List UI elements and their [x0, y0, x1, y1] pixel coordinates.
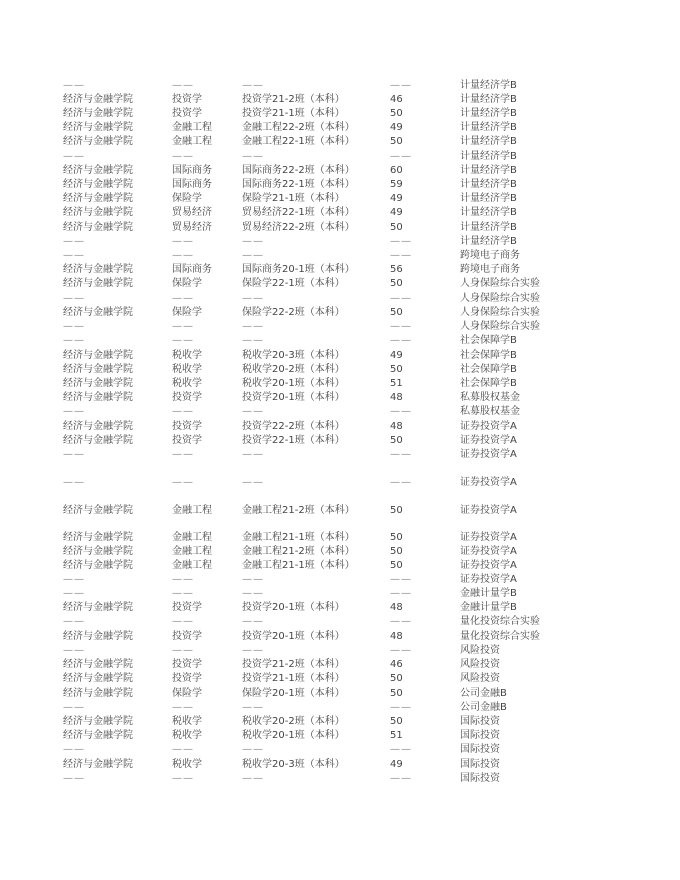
- student-count-cell: 50: [390, 278, 403, 289]
- course-cell: 证券投资学A: [460, 435, 517, 446]
- class-cell: 贸易经济22-1班（本科）: [242, 207, 355, 218]
- major-cell: 投资学: [172, 659, 202, 670]
- college-cell: 经济与金融学院: [63, 532, 133, 543]
- class-cell: 投资学22-1班（本科）: [242, 435, 345, 446]
- student-count-cell: 50: [390, 364, 403, 375]
- course-cell: 国际投资: [460, 744, 500, 755]
- major-cell: 贸易经济: [172, 207, 212, 218]
- student-count-cell: 46: [390, 94, 403, 105]
- class-cell: 投资学20-1班（本科）: [242, 602, 345, 613]
- college-cell: ——: [63, 250, 85, 261]
- college-cell: ——: [63, 293, 85, 304]
- major-cell: 保险学: [172, 193, 202, 204]
- class-cell: ——: [242, 449, 264, 460]
- course-cell: 私募股权基金: [460, 392, 520, 403]
- major-cell: ——: [172, 449, 194, 460]
- table-row: [0, 377, 680, 391]
- table-row: [0, 192, 680, 206]
- course-cell: 社会保障学B: [460, 364, 517, 375]
- course-cell: 计量经济学B: [460, 80, 517, 91]
- major-cell: ——: [172, 293, 194, 304]
- course-cell: 量化投资综合实验: [460, 616, 540, 627]
- class-cell: ——: [242, 588, 264, 599]
- table-row: [0, 434, 680, 448]
- student-count-cell: ——: [390, 574, 412, 585]
- student-count-cell: 50: [390, 673, 403, 684]
- table-row: [0, 644, 680, 658]
- major-cell: ——: [172, 406, 194, 417]
- major-cell: 税收学: [172, 730, 202, 741]
- student-count-cell: ——: [390, 616, 412, 627]
- student-count-cell: ——: [390, 293, 412, 304]
- course-cell: 计量经济学B: [460, 136, 517, 147]
- table-row: [0, 559, 680, 573]
- class-cell: 投资学21-2班（本科）: [242, 94, 345, 105]
- college-cell: 经济与金融学院: [63, 688, 133, 699]
- student-count-cell: 49: [390, 207, 403, 218]
- student-count-cell: ——: [390, 588, 412, 599]
- course-cell: 国际投资: [460, 773, 500, 784]
- college-cell: ——: [63, 449, 85, 460]
- course-cell: 国际投资: [460, 759, 500, 770]
- table-row: [0, 93, 680, 107]
- course-cell: 风险投资: [460, 645, 500, 656]
- college-cell: ——: [63, 151, 85, 162]
- class-cell: 税收学20-3班（本科）: [242, 350, 345, 361]
- class-cell: 贸易经济22-2班（本科）: [242, 222, 355, 233]
- class-cell: ——: [242, 236, 264, 247]
- major-cell: 投资学: [172, 94, 202, 105]
- major-cell: 贸易经济: [172, 222, 212, 233]
- student-count-cell: 48: [390, 631, 403, 642]
- course-cell: 社会保障学B: [460, 378, 517, 389]
- college-cell: 经济与金融学院: [63, 350, 133, 361]
- student-count-cell: 56: [390, 264, 403, 275]
- student-count-cell: ——: [390, 151, 412, 162]
- course-cell: 国际投资: [460, 716, 500, 727]
- major-cell: 投资学: [172, 435, 202, 446]
- student-count-cell: ——: [390, 80, 412, 91]
- major-cell: 税收学: [172, 759, 202, 770]
- college-cell: 经济与金融学院: [63, 673, 133, 684]
- class-cell: ——: [242, 773, 264, 784]
- class-cell: 投资学21-1班（本科）: [242, 673, 345, 684]
- class-cell: ——: [242, 250, 264, 261]
- student-count-cell: 60: [390, 165, 403, 176]
- student-count-cell: 50: [390, 688, 403, 699]
- class-cell: 税收学20-3班（本科）: [242, 759, 345, 770]
- table-row: [0, 658, 680, 672]
- major-cell: ——: [172, 616, 194, 627]
- class-cell: 金融工程21-2班（本科）: [242, 546, 355, 557]
- college-cell: 经济与金融学院: [63, 716, 133, 727]
- major-cell: 国际商务: [172, 165, 212, 176]
- student-count-cell: 46: [390, 659, 403, 670]
- student-count-cell: 50: [390, 716, 403, 727]
- class-cell: 投资学20-1班（本科）: [242, 631, 345, 642]
- course-cell: 计量经济学B: [460, 94, 517, 105]
- major-cell: 国际商务: [172, 264, 212, 275]
- class-cell: 国际商务22-2班（本科）: [242, 165, 355, 176]
- class-cell: 税收学20-1班（本科）: [242, 378, 345, 389]
- student-count-cell: ——: [390, 645, 412, 656]
- course-cell: 计量经济学B: [460, 193, 517, 204]
- major-cell: 税收学: [172, 364, 202, 375]
- major-cell: ——: [172, 773, 194, 784]
- course-cell: 证券投资学A: [460, 449, 517, 460]
- student-count-cell: ——: [390, 449, 412, 460]
- table-row: [0, 363, 680, 377]
- major-cell: ——: [172, 335, 194, 346]
- college-cell: 经济与金融学院: [63, 378, 133, 389]
- student-count-cell: ——: [390, 477, 412, 488]
- student-count-cell: 48: [390, 602, 403, 613]
- class-cell: 投资学20-1班（本科）: [242, 392, 345, 403]
- class-cell: 投资学21-1班（本科）: [242, 108, 345, 119]
- class-cell: 税收学20-1班（本科）: [242, 730, 345, 741]
- class-cell: 保险学20-1班（本科）: [242, 688, 345, 699]
- college-cell: 经济与金融学院: [63, 264, 133, 275]
- major-cell: 金融工程: [172, 560, 212, 571]
- course-cell: 人身保险综合实验: [460, 278, 540, 289]
- table-row: [0, 601, 680, 615]
- course-cell: 计量经济学B: [460, 108, 517, 119]
- table-row: [0, 573, 680, 587]
- class-cell: 金融工程21-1班（本科）: [242, 532, 355, 543]
- major-cell: ——: [172, 477, 194, 488]
- college-cell: ——: [63, 773, 85, 784]
- table-row: [0, 121, 680, 135]
- course-cell: 人身保险综合实验: [460, 307, 540, 318]
- major-cell: 税收学: [172, 350, 202, 361]
- course-cell: 私募股权基金: [460, 406, 520, 417]
- major-cell: 国际商务: [172, 179, 212, 190]
- table-row: [0, 448, 680, 462]
- college-cell: ——: [63, 588, 85, 599]
- course-cell: 计量经济学B: [460, 165, 517, 176]
- course-cell: 公司金融B: [460, 688, 507, 699]
- course-cell: 计量经济学B: [460, 179, 517, 190]
- class-cell: ——: [242, 702, 264, 713]
- college-cell: 经济与金融学院: [63, 108, 133, 119]
- college-cell: 经济与金融学院: [63, 560, 133, 571]
- major-cell: 保险学: [172, 688, 202, 699]
- student-count-cell: 49: [390, 193, 403, 204]
- table-row: [0, 235, 680, 249]
- table-row: [0, 306, 680, 320]
- class-cell: ——: [242, 321, 264, 332]
- table-row: [0, 164, 680, 178]
- student-count-cell: 50: [390, 532, 403, 543]
- course-cell: 证券投资学A: [460, 546, 517, 557]
- student-count-cell: ——: [390, 236, 412, 247]
- course-cell: 国际投资: [460, 730, 500, 741]
- student-count-cell: 48: [390, 421, 403, 432]
- college-cell: 经济与金融学院: [63, 193, 133, 204]
- course-cell: 人身保险综合实验: [460, 293, 540, 304]
- college-cell: 经济与金融学院: [63, 546, 133, 557]
- college-cell: 经济与金融学院: [63, 222, 133, 233]
- college-cell: ——: [63, 80, 85, 91]
- course-cell: 证券投资学A: [460, 505, 517, 516]
- class-cell: 金融工程21-1班（本科）: [242, 560, 355, 571]
- course-cell: 计量经济学B: [460, 222, 517, 233]
- student-count-cell: ——: [390, 335, 412, 346]
- major-cell: 投资学: [172, 631, 202, 642]
- course-cell: 人身保险综合实验: [460, 321, 540, 332]
- college-cell: ——: [63, 702, 85, 713]
- student-count-cell: 49: [390, 122, 403, 133]
- college-cell: 经济与金融学院: [63, 505, 133, 516]
- table-row: [0, 672, 680, 686]
- table-row: [0, 531, 680, 545]
- class-cell: ——: [242, 80, 264, 91]
- major-cell: 投资学: [172, 602, 202, 613]
- student-count-cell: 51: [390, 730, 403, 741]
- college-cell: 经济与金融学院: [63, 392, 133, 403]
- college-cell: 经济与金融学院: [63, 759, 133, 770]
- student-count-cell: 51: [390, 378, 403, 389]
- major-cell: ——: [172, 80, 194, 91]
- course-cell: 计量经济学B: [460, 122, 517, 133]
- major-cell: 投资学: [172, 108, 202, 119]
- major-cell: 保险学: [172, 307, 202, 318]
- major-cell: 金融工程: [172, 546, 212, 557]
- student-count-cell: 50: [390, 505, 403, 516]
- table-row: [0, 150, 680, 164]
- college-cell: ——: [63, 645, 85, 656]
- table-row: [0, 349, 680, 363]
- major-cell: ——: [172, 702, 194, 713]
- class-cell: 国际商务22-1班（本科）: [242, 179, 355, 190]
- major-cell: 投资学: [172, 392, 202, 403]
- college-cell: ——: [63, 236, 85, 247]
- class-cell: ——: [242, 293, 264, 304]
- table-row: [0, 263, 680, 277]
- class-cell: ——: [242, 616, 264, 627]
- class-cell: 金融工程21-2班（本科）: [242, 505, 355, 516]
- course-cell: 跨境电子商务: [460, 264, 520, 275]
- course-cell: 量化投资综合实验: [460, 631, 540, 642]
- student-count-cell: ——: [390, 250, 412, 261]
- major-cell: ——: [172, 744, 194, 755]
- course-cell: 跨境电子商务: [460, 250, 520, 261]
- college-cell: ——: [63, 616, 85, 627]
- class-cell: 税收学20-2班（本科）: [242, 716, 345, 727]
- table-row: [0, 206, 680, 220]
- college-cell: 经济与金融学院: [63, 136, 133, 147]
- table-row: [0, 687, 680, 701]
- table-row: [0, 715, 680, 729]
- college-cell: 经济与金融学院: [63, 730, 133, 741]
- college-cell: ——: [63, 574, 85, 585]
- course-cell: 证券投资学A: [460, 560, 517, 571]
- class-cell: ——: [242, 744, 264, 755]
- major-cell: 金融工程: [172, 136, 212, 147]
- college-cell: ——: [63, 477, 85, 488]
- course-cell: 金融计量学B: [460, 602, 517, 613]
- course-cell: 社会保障学B: [460, 350, 517, 361]
- class-cell: 金融工程22-2班（本科）: [242, 122, 355, 133]
- course-cell: 风险投资: [460, 673, 500, 684]
- student-count-cell: 59: [390, 179, 403, 190]
- class-cell: 保险学21-1班（本科）: [242, 193, 345, 204]
- class-cell: 保险学22-2班（本科）: [242, 307, 345, 318]
- course-cell: 证券投资学A: [460, 477, 517, 488]
- table-row: [0, 420, 680, 434]
- class-cell: ——: [242, 335, 264, 346]
- class-cell: 国际商务20-1班（本科）: [242, 264, 355, 275]
- student-count-cell: 49: [390, 759, 403, 770]
- table-row: [0, 729, 680, 743]
- table-row: [0, 701, 680, 715]
- student-count-cell: ——: [390, 773, 412, 784]
- college-cell: ——: [63, 744, 85, 755]
- course-cell: 证券投资学A: [460, 532, 517, 543]
- college-cell: 经济与金融学院: [63, 364, 133, 375]
- college-cell: 经济与金融学院: [63, 278, 133, 289]
- college-cell: 经济与金融学院: [63, 207, 133, 218]
- class-cell: ——: [242, 477, 264, 488]
- student-count-cell: 50: [390, 307, 403, 318]
- class-cell: ——: [242, 574, 264, 585]
- class-cell: 金融工程22-1班（本科）: [242, 136, 355, 147]
- student-count-cell: 50: [390, 560, 403, 571]
- course-cell: 金融计量学B: [460, 588, 517, 599]
- table-row: [0, 79, 680, 93]
- student-count-cell: 50: [390, 222, 403, 233]
- major-cell: 金融工程: [172, 532, 212, 543]
- table-row: [0, 334, 680, 348]
- table-row: [0, 391, 680, 405]
- college-cell: ——: [63, 335, 85, 346]
- course-cell: 公司金融B: [460, 702, 507, 713]
- major-cell: 保险学: [172, 278, 202, 289]
- college-cell: 经济与金融学院: [63, 307, 133, 318]
- course-cell: 计量经济学B: [460, 151, 517, 162]
- table-row: [0, 107, 680, 121]
- student-count-cell: 50: [390, 546, 403, 557]
- table-row: [0, 615, 680, 629]
- student-count-cell: ——: [390, 321, 412, 332]
- course-cell: 证券投资学A: [460, 574, 517, 585]
- course-cell: 计量经济学B: [460, 236, 517, 247]
- table-row: [0, 772, 680, 786]
- major-cell: 税收学: [172, 378, 202, 389]
- class-cell: 保险学22-1班（本科）: [242, 278, 345, 289]
- class-cell: 投资学21-2班（本科）: [242, 659, 345, 670]
- college-cell: 经济与金融学院: [63, 122, 133, 133]
- table-row: [0, 504, 680, 518]
- major-cell: 金融工程: [172, 505, 212, 516]
- table-row: [0, 320, 680, 334]
- class-cell: 投资学22-2班（本科）: [242, 421, 345, 432]
- college-cell: 经济与金融学院: [63, 94, 133, 105]
- table-row: [0, 758, 680, 772]
- table-row: [0, 476, 680, 490]
- table-row: [0, 277, 680, 291]
- student-count-cell: ——: [390, 744, 412, 755]
- major-cell: 金融工程: [172, 122, 212, 133]
- major-cell: ——: [172, 236, 194, 247]
- college-cell: 经济与金融学院: [63, 179, 133, 190]
- table-row: [0, 587, 680, 601]
- table-row: [0, 178, 680, 192]
- table-row: [0, 405, 680, 419]
- major-cell: ——: [172, 645, 194, 656]
- college-cell: 经济与金融学院: [63, 602, 133, 613]
- major-cell: ——: [172, 321, 194, 332]
- table-row: [0, 221, 680, 235]
- major-cell: ——: [172, 151, 194, 162]
- class-cell: ——: [242, 151, 264, 162]
- course-cell: 计量经济学B: [460, 207, 517, 218]
- major-cell: 税收学: [172, 716, 202, 727]
- table-row: [0, 743, 680, 757]
- student-count-cell: 50: [390, 435, 403, 446]
- college-cell: ——: [63, 321, 85, 332]
- class-cell: 税收学20-2班（本科）: [242, 364, 345, 375]
- student-count-cell: 50: [390, 108, 403, 119]
- student-count-cell: ——: [390, 406, 412, 417]
- major-cell: ——: [172, 588, 194, 599]
- college-cell: 经济与金融学院: [63, 165, 133, 176]
- table-row: [0, 545, 680, 559]
- college-cell: 经济与金融学院: [63, 659, 133, 670]
- major-cell: ——: [172, 250, 194, 261]
- student-count-cell: 48: [390, 392, 403, 403]
- college-cell: 经济与金融学院: [63, 631, 133, 642]
- student-count-cell: 49: [390, 350, 403, 361]
- class-cell: ——: [242, 406, 264, 417]
- table-row: [0, 292, 680, 306]
- college-cell: 经济与金融学院: [63, 421, 133, 432]
- table-row: [0, 630, 680, 644]
- course-cell: 社会保障学B: [460, 335, 517, 346]
- major-cell: 投资学: [172, 421, 202, 432]
- student-count-cell: ——: [390, 702, 412, 713]
- course-cell: 证券投资学A: [460, 421, 517, 432]
- course-cell: 风险投资: [460, 659, 500, 670]
- table-row: [0, 135, 680, 149]
- table-row: [0, 249, 680, 263]
- college-cell: 经济与金融学院: [63, 435, 133, 446]
- college-cell: ——: [63, 406, 85, 417]
- major-cell: 投资学: [172, 673, 202, 684]
- class-cell: ——: [242, 645, 264, 656]
- student-count-cell: 50: [390, 136, 403, 147]
- major-cell: ——: [172, 574, 194, 585]
